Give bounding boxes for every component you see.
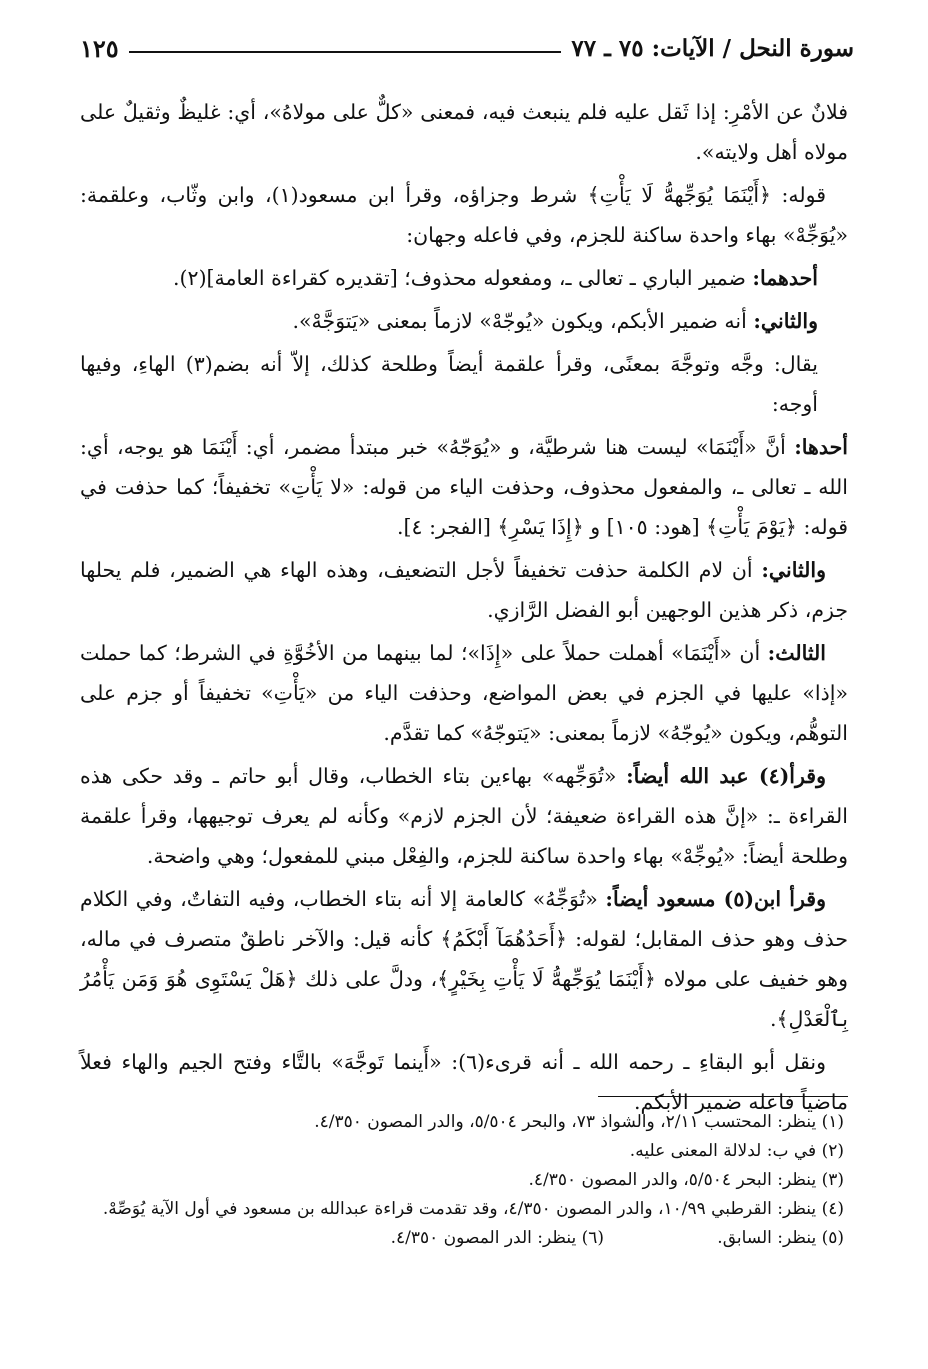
paragraph: الثالث: أن «أَيْنَمَا» أهملت حملاً على «إِذَا»؛ لما بينهما من الأخُوَّةِ في الشرط؛ كما حملت «إذا» عليها في الجزم في بعض المواضع، وحذفت الياء من «يَأْتِ» تخفيفاً أو جزم على التوهُّم، ويكون «يُوجّهُ» لازماً بمعنى: «يَتوجّهُ» كما تقدَّم. bbox=[80, 641, 848, 745]
paragraph: والثاني: أنه ضمير الأبكم، ويكون «يُوجّهْ» لازماً بمعنى «يَتوَجَّهْ». bbox=[292, 309, 818, 333]
paragraph: وقرأ(٤) عبد الله أيضاً: «تُوَجِّهه» بهاءين بتاء الخطاب، وقال أبو حاتم ـ وقد حكى هذه القراءة ـ: «إنَّ هذه القراءة ضعيفة؛ لأن الجزم لازم» وكأنه لم يعرف توجيهها، وقرأ علقمة وطلحة أيضاً: «يُوجِّهْ» بهاء واحدة ساكنة للجزم، والفِعْل مبني للمفعول؛ وهي واضحة. bbox=[80, 764, 848, 868]
footnote-separator bbox=[598, 1096, 848, 1097]
footnote: (١) ينظر: المحتسب ٢/١١، والشواذ ٧٣، والبحر ٥/٥٠٤، والدر المصون ٤/٣٥٠. bbox=[314, 1112, 844, 1132]
footnote: (٣) ينظر: البحر ٥/٥٠٤، والدر المصون ٤/٣٥٠. bbox=[528, 1170, 844, 1190]
main-text bbox=[80, 92, 848, 1125]
paragraph: يقال: وجَّه وتوجَّهَ بمعنًى، وقرأ علقمة أيضاً وطلحة كذلك، إلاّ أنه بضم(٣) الهاءِ، وفيها أوجه: bbox=[80, 352, 818, 416]
paragraph-lead: والثاني: bbox=[761, 558, 826, 582]
chapter-title: سورة النحل / الآيات: ٧٥ ـ ٧٧ bbox=[571, 34, 854, 62]
footnote: (٦) ينظر: الدر المصون ٤/٣٥٠. bbox=[390, 1228, 604, 1248]
running-header bbox=[80, 28, 854, 68]
paragraph: قوله: ﴿أَيْنَمَا يُوَجِّههُّ لَا يَأْتِ﴾ شرط وجزاؤه، وقرأ ابن مسعود(١)، وابن وثّاب، وعلقمة: «يُوَجِّهْ» بهاء واحدة ساكنة للجزم، وفي فاعله وجهان: bbox=[80, 183, 848, 247]
page-number: ١٢٥ bbox=[80, 33, 119, 63]
paragraph-lead: الثالث: bbox=[767, 641, 826, 665]
header-rule bbox=[129, 51, 562, 53]
paragraph-lead: وقرأ(٤) عبد الله أيضاً: bbox=[626, 764, 826, 788]
paragraph: فلانٌ عن الأمْرِ: إذا ثَقل عليه فلم ينبعث فيه، فمعنى «كلٌّ على مولاهُ»، أي: غليظٌ وثقيلٌ على مولاه أهل ولايته». bbox=[80, 100, 848, 164]
paragraph: أحدهما: ضمير الباري ـ تعالى ـ، ومفعوله محذوف؛ [تقديره كقراءة العامة](٢). bbox=[173, 266, 818, 290]
paragraph: والثاني: أن لام الكلمة حذفت تخفيفاً لأجل التضعيف، وهذه الهاء هي الضمير، فلم يحلها جزم، ذكر هذين الوجهين أبو الفضل الرَّازي. bbox=[80, 558, 848, 622]
paragraph: ونقل أبو البقاءِ ـ رحمه الله ـ أنه قرىء(٦): «أَينما تَوجَّهَ» بالتَّاء وفتح الجيم والهاء فعلاً ماضياً فاعله ضمير الأبكم. bbox=[80, 1050, 848, 1114]
footnotes bbox=[80, 1108, 844, 1253]
paragraph-lead: والثاني: bbox=[753, 309, 818, 333]
footnote: (٢) في ب: لدلالة المعنى عليه. bbox=[629, 1141, 844, 1161]
footnote-row bbox=[80, 1224, 844, 1253]
paragraph-lead: وقرأ ابن(٥) مسعود أيضاً: bbox=[605, 887, 826, 911]
paragraph-lead: أحدهما: bbox=[752, 266, 818, 290]
paragraph: أحدها: أنَّ «أَيْنَمَا» ليست هنا شرطيَّة، و «يُوَجّهُ» خبر مبتدأ مضمر، أي: أَيْنَمَا هو يوجه، أي: الله ـ تعالى ـ، والمفعول محذوف، وحذفت الياء من قوله: «لا يَأْتِ» تخفيفاً؛ كما حذفت في قوله: ﴿يَوْمَ يَأْتِ﴾ [هود: ١٠٥] و ﴿إِذَا يَسْرِ﴾ [الفجر: ٤]. bbox=[80, 435, 848, 539]
footnote: (٤) ينظر: القرطبي ١٠/٩٩، والدر المصون ٤/٣٥٠، وقد تقدمت قراءة عبدالله بن مسعود في أول الآية يُوَصِّهْ. bbox=[102, 1199, 844, 1219]
footnote: (٥) ينظر: السابق. bbox=[717, 1228, 844, 1248]
paragraph: وقرأ ابن(٥) مسعود أيضاً: «تُوَجِّهُ» كالعامة إلا أنه بتاء الخطاب، وفيه التفاتٌ، وفي الكلام حذف وهو حذف المقابل؛ لقوله: ﴿أَحَدُهُمَآ أَبْكَمُ﴾ كأنه قيل: والآخر ناطقٌ متصرف في ماله، وهو خفيف على مولاه ﴿أَيْنَمَا يُوَجِّههُّ لَا يَأْتِ بِخَيْرٍ﴾، ودلَّ على ذلك ﴿هَلْ يَسْتَوِى هُوَ وَمَن يَأْمُرُ بِٱلْعَدْلِ﴾. bbox=[80, 887, 848, 1031]
paragraph-lead: أحدها: bbox=[794, 435, 848, 459]
